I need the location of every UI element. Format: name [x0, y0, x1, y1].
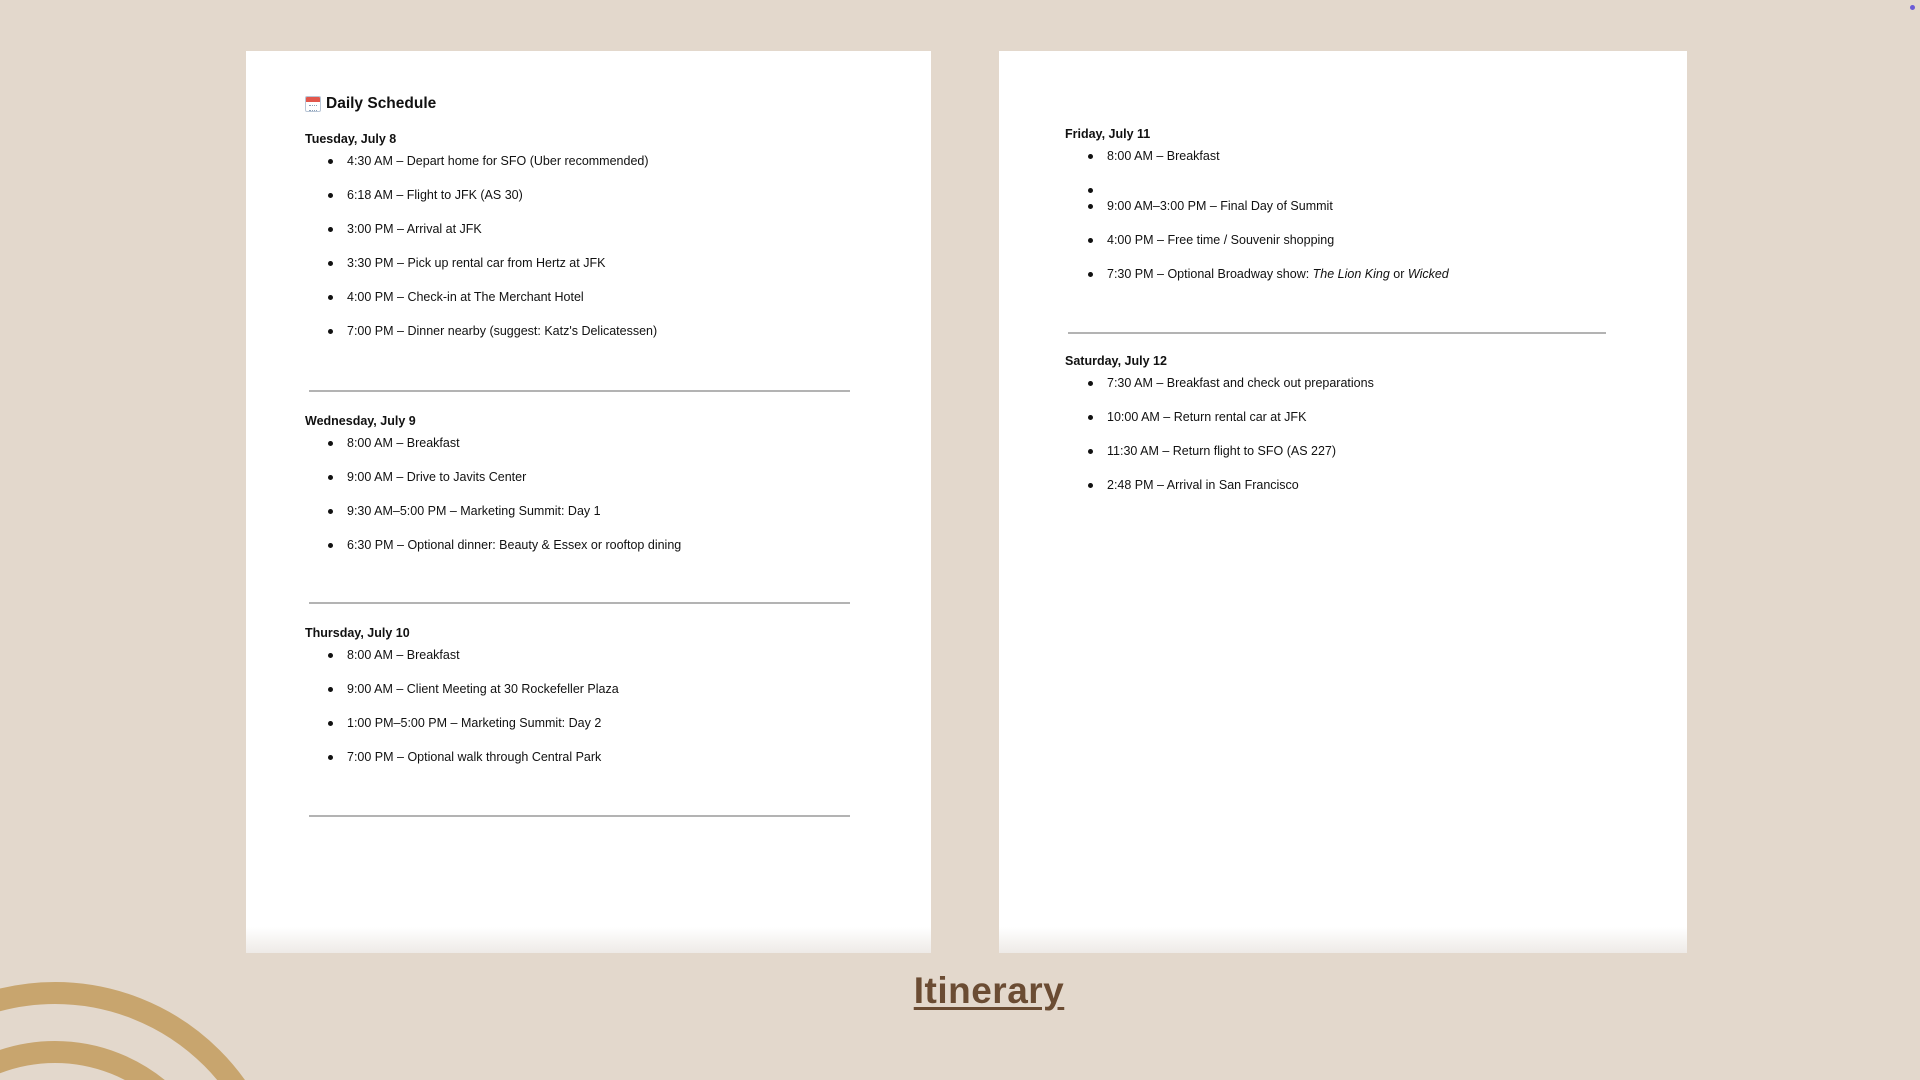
- schedule-list: [1065, 148, 1449, 282]
- document-page-left: [246, 51, 931, 953]
- list-item: 7:00 PM – Optional walk through Central Park: [305, 749, 619, 765]
- divider: [309, 390, 850, 392]
- day-title: Tuesday, July 8: [305, 132, 397, 146]
- list-item: 7:30 AM – Breakfast and check out preparations: [1065, 375, 1374, 391]
- list-item: 9:00 AM–3:00 PM – Final Day of Summit: [1065, 198, 1449, 214]
- list-item: 4:00 PM – Free time / Souvenir shopping: [1065, 232, 1449, 248]
- list-item: 8:00 AM – Breakfast: [305, 647, 619, 663]
- list-item: 6:18 AM – Flight to JFK (AS 30): [305, 187, 657, 203]
- divider: [309, 602, 850, 604]
- page-heading: [305, 95, 436, 113]
- list-item-empty: [1065, 182, 1449, 198]
- schedule-list: [305, 435, 681, 553]
- list-item: 4:30 AM – Depart home for SFO (Uber recommended): [305, 153, 657, 169]
- day-section-thursday: [305, 625, 619, 783]
- page-bottom-shade: [999, 927, 1687, 953]
- list-item: 9:00 AM – Drive to Javits Center: [305, 469, 681, 485]
- list-item: 10:00 AM – Return rental car at JFK: [1065, 409, 1374, 425]
- list-item: 1:00 PM–5:00 PM – Marketing Summit: Day 2: [305, 715, 619, 731]
- document-page-right: [999, 51, 1687, 953]
- page-heading-text: Daily Schedule: [326, 95, 437, 112]
- day-title: Saturday, July 12: [1065, 354, 1167, 368]
- day-title: Thursday, July 10: [305, 626, 410, 640]
- list-item: 3:00 PM – Arrival at JFK: [305, 221, 657, 237]
- schedule-list: [305, 647, 619, 765]
- day-section-saturday: [1065, 353, 1374, 511]
- day-title: Wednesday, July 9: [305, 414, 416, 428]
- show-title: Wicked: [1407, 267, 1449, 281]
- broadway-prefix: 7:30 PM – Optional Broadway show:: [1107, 267, 1313, 281]
- divider: [1068, 332, 1606, 334]
- calendar-icon: [305, 96, 321, 112]
- list-item: 4:00 PM – Check-in at The Merchant Hotel: [305, 289, 657, 305]
- day-title: Friday, July 11: [1065, 127, 1151, 141]
- list-item: 7:00 PM – Dinner nearby (suggest: Katz's Delicatessen): [305, 323, 657, 339]
- list-item: 8:00 AM – Breakfast: [1065, 148, 1449, 164]
- list-item: 11:30 AM – Return flight to SFO (AS 227): [1065, 443, 1374, 459]
- day-section-wednesday: [305, 413, 681, 571]
- schedule-list: [1065, 375, 1374, 493]
- show-title: The Lion King: [1312, 267, 1390, 281]
- inner-arc: [0, 1052, 218, 1080]
- slide-caption: Itinerary: [913, 970, 1065, 1011]
- day-section-tuesday: [305, 131, 657, 357]
- schedule-list: [305, 153, 657, 339]
- page-bottom-shade: [246, 927, 931, 953]
- list-item: 3:30 PM – Pick up rental car from Hertz at JFK: [305, 255, 657, 271]
- list-item: 2:48 PM – Arrival in San Francisco: [1065, 477, 1374, 493]
- corner-dot-icon: [1910, 5, 1915, 10]
- list-item-broadway: [1065, 266, 1449, 282]
- list-item: 6:30 PM – Optional dinner: Beauty & Essex or rooftop dining: [305, 537, 681, 553]
- day-section-friday: [1065, 126, 1449, 300]
- divider: [309, 815, 850, 817]
- list-item: 8:00 AM – Breakfast: [305, 435, 681, 451]
- broadway-joiner: or: [1389, 267, 1408, 281]
- list-item: 9:00 AM – Client Meeting at 30 Rockefeller Plaza: [305, 681, 619, 697]
- list-item: 9:30 AM–5:00 PM – Marketing Summit: Day 1: [305, 503, 681, 519]
